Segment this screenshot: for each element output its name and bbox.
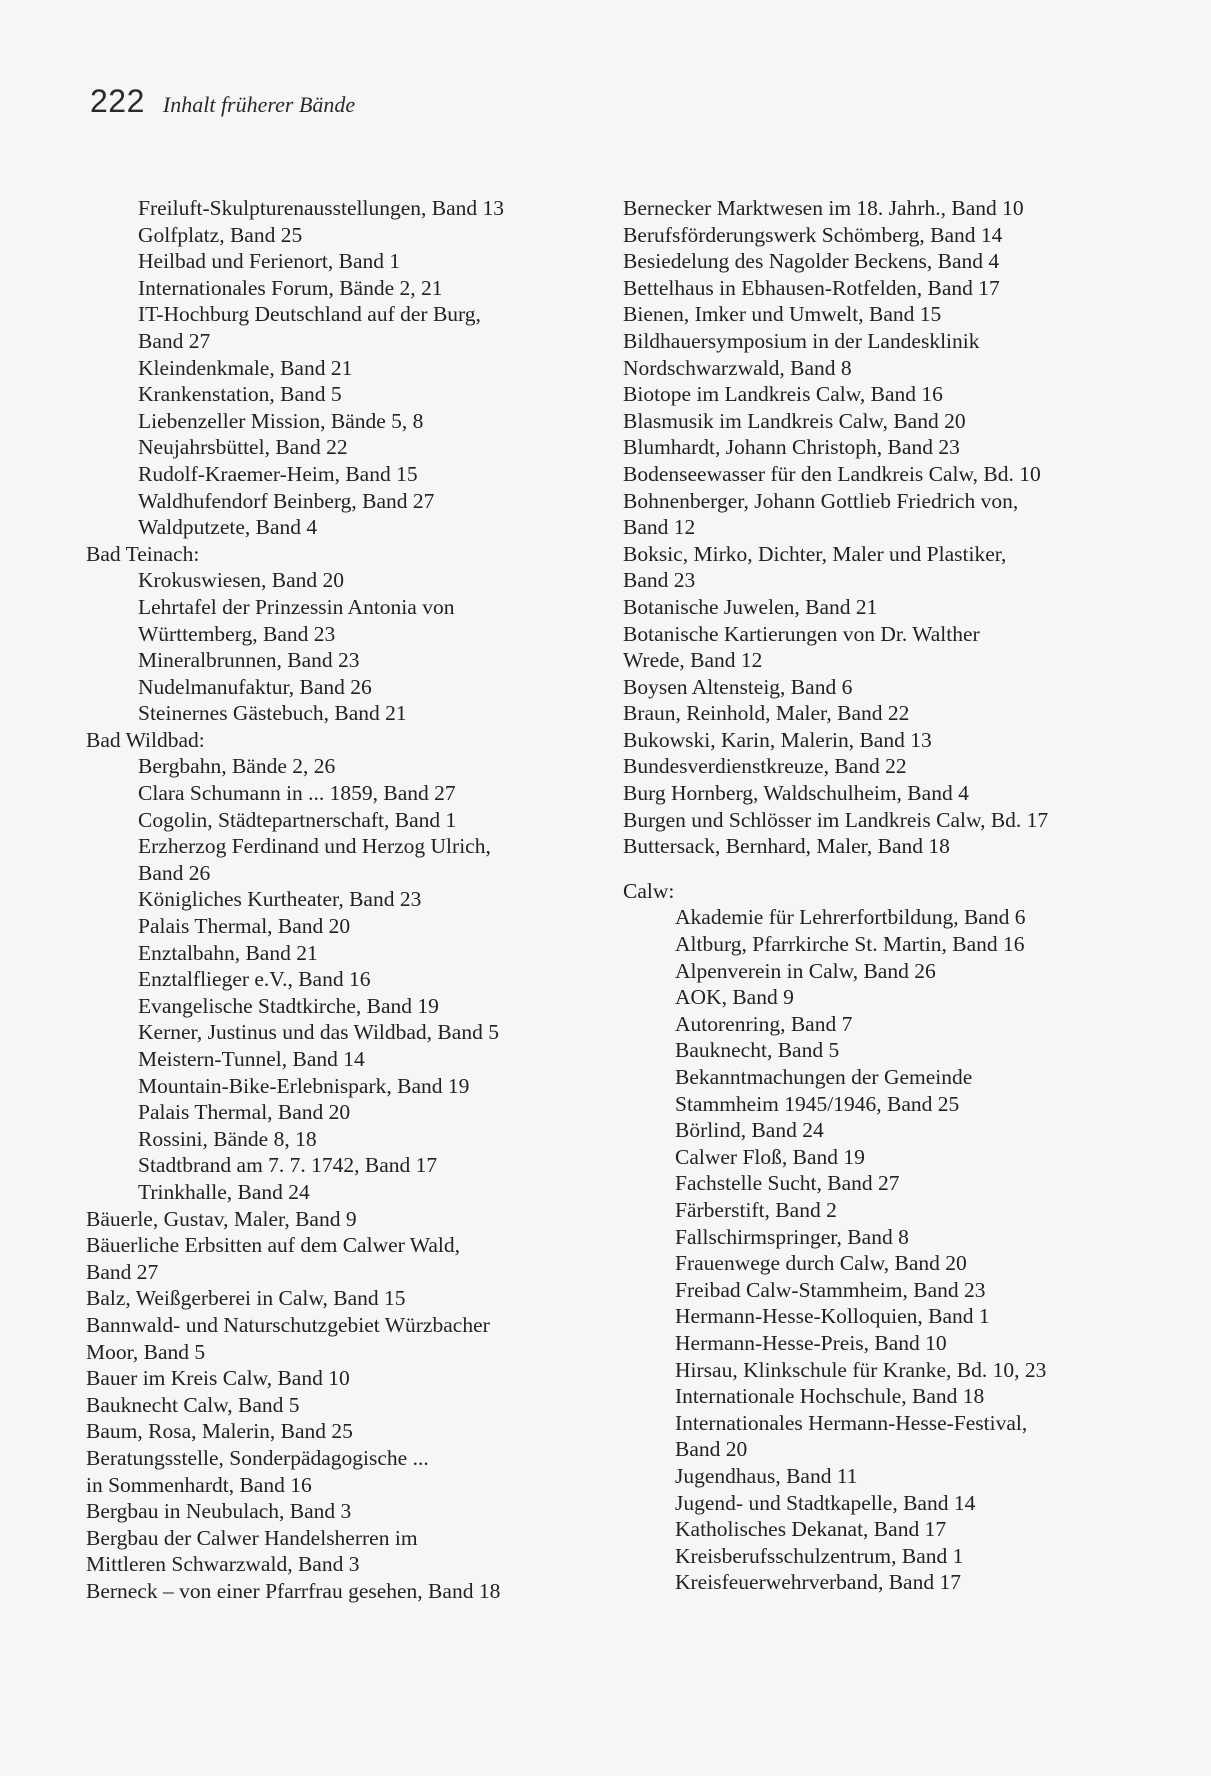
index-subentry: Hirsau, Klinkschule für Kranke, Bd. 10, 23 bbox=[675, 1357, 1047, 1382]
index-subentry: Färberstift, Band 2 bbox=[675, 1197, 837, 1222]
index-subentry: Lehrtafel der Prinzessin Antonia von bbox=[138, 594, 455, 619]
index-subentry: Börlind, Band 24 bbox=[675, 1118, 824, 1143]
index-entry: Bad Teinach: bbox=[86, 541, 200, 566]
index-subentry: Nudelmanufaktur, Band 26 bbox=[138, 674, 372, 699]
index-subentry: Mineralbrunnen, Band 23 bbox=[138, 648, 360, 673]
index-entry: Mittleren Schwarzwald, Band 3 bbox=[86, 1552, 360, 1577]
page-header bbox=[90, 83, 355, 123]
index-entry: Bergbau in Neubulach, Band 3 bbox=[86, 1499, 352, 1524]
index-entry: Burg Hornberg, Waldschulheim, Band 4 bbox=[623, 781, 969, 806]
index-subentry: Rudolf-Kraemer-Heim, Band 15 bbox=[138, 461, 418, 486]
index-entry: Burgen und Schlösser im Landkreis Calw, Bd. 17 bbox=[623, 807, 1049, 832]
index-subentry: Kleindenkmale, Band 21 bbox=[138, 355, 353, 380]
index-subentry: Akademie für Lehrerfortbildung, Band 6 bbox=[675, 905, 1026, 930]
index-entry: Bauknecht Calw, Band 5 bbox=[86, 1392, 300, 1417]
index-subentry: Palais Thermal, Band 20 bbox=[138, 1100, 351, 1125]
index-subentry: Krankenstation, Band 5 bbox=[138, 382, 342, 407]
index-subentry: Band 27 bbox=[138, 328, 211, 353]
index-subentry: Meistern-Tunnel, Band 14 bbox=[138, 1047, 365, 1071]
index-column-left bbox=[86, 195, 606, 1604]
index-subentry: Cogolin, Städtepartnerschaft, Band 1 bbox=[138, 807, 457, 832]
index-subentry: Internationales Hermann-Hesse-Festival, bbox=[675, 1410, 1028, 1435]
index-entry: Balz, Weißgerberei in Calw, Band 15 bbox=[86, 1286, 406, 1311]
index-subentry: AOK, Band 9 bbox=[675, 985, 794, 1010]
index-subentry: Freibad Calw-Stammheim, Band 23 bbox=[675, 1277, 986, 1302]
index-entry: Beratungsstelle, Sonderpädagogische ... bbox=[86, 1445, 429, 1470]
index-subentry: IT-Hochburg Deutschland auf der Burg, bbox=[138, 302, 481, 327]
index-subentry: Golfplatz, Band 25 bbox=[138, 222, 303, 247]
index-entry: Moor, Band 5 bbox=[86, 1339, 206, 1364]
index-subentry: Mountain-Bike-Erlebnispark, Band 19 bbox=[138, 1073, 470, 1098]
index-subentry: Band 20 bbox=[675, 1437, 748, 1462]
index-subentry: Frauenwege durch Calw, Band 20 bbox=[675, 1251, 967, 1276]
index-subentry: Steinernes Gästebuch, Band 21 bbox=[138, 701, 407, 726]
index-subentry: Stammheim 1945/1946, Band 25 bbox=[675, 1091, 960, 1116]
index-subentry: Rossini, Bände 8, 18 bbox=[138, 1126, 317, 1151]
index-entry: Botanische Kartierungen von Dr. Walther bbox=[623, 621, 980, 646]
index-subentry: Autorenring, Band 7 bbox=[675, 1011, 853, 1036]
index-entry: Bäuerliche Erbsitten auf dem Calwer Wald, bbox=[86, 1233, 460, 1258]
index-entry: Baum, Rosa, Malerin, Band 25 bbox=[86, 1419, 353, 1444]
index-entry: Bienen, Imker und Umwelt, Band 15 bbox=[623, 302, 942, 327]
index-subentry: Bauknecht, Band 5 bbox=[675, 1038, 840, 1063]
index-entry: Bodenseewasser für den Landkreis Calw, Bd. 10 bbox=[623, 461, 1041, 486]
index-subentry: Krokuswiesen, Band 20 bbox=[138, 568, 345, 593]
index-entry: Band 23 bbox=[623, 568, 696, 593]
index-entry: Band 12 bbox=[623, 515, 696, 540]
page-title: Inhalt früherer Bände bbox=[162, 92, 356, 117]
index-entry: Bannwald- und Naturschutzgebiet Würzbacher bbox=[86, 1312, 490, 1337]
index-subentry: Stadtbrand am 7. 7. 1742, Band 17 bbox=[138, 1153, 438, 1178]
index-entry: Bernecker Marktwesen im 18. Jahrh., Band 10 bbox=[623, 196, 1024, 220]
index-entry: Band 27 bbox=[86, 1259, 159, 1284]
index-entry: Calw: bbox=[623, 878, 675, 903]
index-subentry: Kreisfeuerwehrverband, Band 17 bbox=[675, 1570, 961, 1595]
index-entry: Botanische Juwelen, Band 21 bbox=[623, 594, 878, 619]
index-entry: Bergbau der Calwer Handelsherren im bbox=[86, 1525, 418, 1550]
index-entry: Wrede, Band 12 bbox=[623, 648, 763, 673]
index-subentry: Fachstelle Sucht, Band 27 bbox=[675, 1171, 900, 1196]
index-subentry: Trinkhalle, Band 24 bbox=[138, 1179, 310, 1204]
index-subentry: Evangelische Stadtkirche, Band 19 bbox=[138, 993, 439, 1018]
index-entry: Biotope im Landkreis Calw, Band 16 bbox=[623, 382, 943, 407]
index-entry: in Sommenhardt, Band 16 bbox=[86, 1472, 312, 1497]
index-subentry: Hermann-Hesse-Kolloquien, Band 1 bbox=[675, 1304, 990, 1329]
index-subentry: Band 26 bbox=[138, 860, 211, 885]
index-subentry: Fallschirmspringer, Band 8 bbox=[675, 1224, 909, 1249]
index-entry: Nordschwarzwald, Band 8 bbox=[623, 355, 852, 380]
index-subentry: Königliches Kurtheater, Band 23 bbox=[138, 887, 422, 912]
index-subentry: Freiluft-Skulpturenausstellungen, Band 13 bbox=[138, 196, 505, 220]
index-subentry: Württemberg, Band 23 bbox=[138, 621, 336, 646]
index-entry: Bukowski, Karin, Malerin, Band 13 bbox=[623, 727, 932, 752]
index-subentry: Calwer Floß, Band 19 bbox=[675, 1144, 865, 1169]
index-subentry: Katholisches Dekanat, Band 17 bbox=[675, 1517, 947, 1542]
index-subentry: Alpenverein in Calw, Band 26 bbox=[675, 958, 936, 983]
index-subentry: Bergbahn, Bände 2, 26 bbox=[138, 754, 336, 779]
index-subentry: Internationale Hochschule, Band 18 bbox=[675, 1384, 985, 1409]
page-number: 222 bbox=[90, 83, 145, 119]
index-subentry: Enztalbahn, Band 21 bbox=[138, 940, 318, 965]
index-entry: Blasmusik im Landkreis Calw, Band 20 bbox=[623, 408, 966, 433]
index-subentry: Hermann-Hesse-Preis, Band 10 bbox=[675, 1330, 947, 1355]
index-entry: Boksic, Mirko, Dichter, Maler und Plastiker, bbox=[623, 541, 1007, 566]
index-subentry: Waldhufendorf Beinberg, Band 27 bbox=[138, 488, 435, 513]
index-entry: Besiedelung des Nagolder Beckens, Band 4 bbox=[623, 249, 1000, 274]
index-entry: Blumhardt, Johann Christoph, Band 23 bbox=[623, 435, 960, 460]
index-entry: Boysen Altensteig, Band 6 bbox=[623, 674, 853, 699]
index-subentry: Kreisberufsschulzentrum, Band 1 bbox=[675, 1543, 964, 1568]
index-subentry: Bekanntmachungen der Gemeinde bbox=[675, 1065, 973, 1089]
index-entry: Bauer im Kreis Calw, Band 10 bbox=[86, 1366, 350, 1391]
index-entry: Berneck – von einer Pfarrfrau gesehen, Band 18 bbox=[86, 1578, 501, 1603]
index-entry: Bettelhaus in Ebhausen-Rotfelden, Band 17 bbox=[623, 275, 1000, 300]
index-subentry: Waldputzete, Band 4 bbox=[138, 515, 318, 540]
index-subentry: Jugendhaus, Band 11 bbox=[675, 1463, 858, 1488]
index-subentry: Erzherzog Ferdinand und Herzog Ulrich, bbox=[138, 834, 491, 859]
index-subentry: Jugend- und Stadtkapelle, Band 14 bbox=[675, 1490, 976, 1515]
index-entry: Braun, Reinhold, Maler, Band 22 bbox=[623, 701, 910, 726]
index-subentry: Neujahrsbüttel, Band 22 bbox=[138, 435, 348, 460]
index-subentry: Kerner, Justinus und das Wildbad, Band 5 bbox=[138, 1020, 499, 1045]
index-entry: Buttersack, Bernhard, Maler, Band 18 bbox=[623, 834, 950, 859]
index-entry: Bad Wildbad: bbox=[86, 727, 205, 752]
index-entry: Bundesverdienstkreuze, Band 22 bbox=[623, 754, 907, 779]
index-subentry: Clara Schumann in ... 1859, Band 27 bbox=[138, 781, 456, 806]
index-entry: Bildhauersymposium in der Landesklinik bbox=[623, 328, 980, 353]
index-entry: Bohnenberger, Johann Gottlieb Friedrich von, bbox=[623, 488, 1019, 513]
index-column-right bbox=[623, 195, 1143, 1596]
index-subentry: Palais Thermal, Band 20 bbox=[138, 914, 351, 939]
index-subentry: Altburg, Pfarrkirche St. Martin, Band 16 bbox=[675, 932, 1025, 957]
index-subentry: Enztalflieger e.V., Band 16 bbox=[138, 967, 371, 992]
index-subentry: Liebenzeller Mission, Bände 5, 8 bbox=[138, 408, 424, 433]
index-subentry: Internationales Forum, Bände 2, 21 bbox=[138, 275, 443, 300]
index-subentry: Heilbad und Ferienort, Band 1 bbox=[138, 249, 401, 274]
index-entry: Bäuerle, Gustav, Maler, Band 9 bbox=[86, 1206, 357, 1231]
index-entry: Berufsförderungswerk Schömberg, Band 14 bbox=[623, 222, 1003, 247]
